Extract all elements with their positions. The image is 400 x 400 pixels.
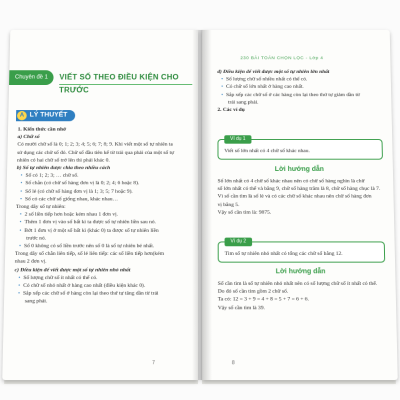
text-line: • Số lượng chữ số nhiều nhất có thể có. bbox=[217, 76, 385, 84]
example-1-tag: Ví dụ 1 bbox=[224, 135, 251, 143]
text-line: 2. Các ví dụ bbox=[217, 107, 245, 113]
text-line: vị bằng 5. bbox=[217, 201, 240, 208]
left-page-number: 7 bbox=[152, 360, 155, 367]
text-line: sử dụng các chữ số đó. Chữ số đầu tiên kể từ trái qua phải của một số tự bbox=[17, 149, 175, 156]
example-1-text: Viết số lớn nhất có 4 chữ số khác nhau. bbox=[224, 148, 310, 155]
chapter-header bbox=[9, 70, 198, 95]
right-page-number: 8 bbox=[231, 360, 235, 367]
text-line: b) Số tự nhiên được chia theo nhiều cách bbox=[16, 165, 111, 172]
example-1-box bbox=[217, 136, 382, 160]
left-page bbox=[2, 30, 198, 380]
text-line: nhau 2 đơn vị. bbox=[14, 259, 47, 266]
text-line: a) Chữ số bbox=[17, 134, 40, 141]
text-line: • 2 số liền tiếp hơn hoặc kém nhau 1 đơn vị. bbox=[16, 211, 192, 219]
text-line: trước nó. bbox=[26, 235, 47, 242]
text-line: Trong dãy số chẵn liên tiếp, số lẻ liên tiếp: các số liền tiếp hơn(kém bbox=[14, 251, 165, 258]
text-line: • Bớt 1 đơn vị ở một số bất kì (khác 0) ta được số tự nhiên liền bbox=[15, 227, 192, 235]
text-line: Số lớn nhất có 4 chữ số khác nhau nên có chữ số hàng nghìn là chữ bbox=[217, 178, 365, 185]
text-line: Có mười chữ số là 0; 1; 2; 3; 4; 5; 6; 7; 8; 9. Khi viết một số tự nhiên ta bbox=[17, 142, 173, 148]
text-line: Vậy số cần tìm là: 9875. bbox=[217, 209, 272, 216]
text-line: • Số lượng chữ số ít nhất có thể có. bbox=[14, 274, 192, 282]
chapter-tag: Chuyên đề 1 bbox=[9, 70, 54, 85]
solution-2-text bbox=[218, 280, 390, 312]
text-line: • Số chẵn (có chữ số hàng đơn vị là 0; 2; 4; 6 hoặc 8). bbox=[16, 180, 192, 188]
text-line: • Có chữ số lớn nhất ở hàng cao nhất. bbox=[217, 84, 385, 92]
example-2-box bbox=[218, 238, 386, 262]
section-title: LÝ THUYẾT bbox=[29, 111, 68, 119]
left-body-text bbox=[14, 126, 192, 306]
text-line: • Có chữ số nhỏ nhất ở hàng cao nhất (điều kiện khác 0). bbox=[14, 282, 192, 290]
text-line: • Sắp xếp các chữ số ở các hàng còn lại theo thứ tự giảm dần từ bbox=[217, 91, 385, 99]
text-line: 1. Kiến thức cần nhớ bbox=[17, 126, 67, 133]
text-line: • Số lẻ (có chữ số hàng đơn vị là 1; 3; 5; 7 hoặc 9). bbox=[16, 188, 192, 196]
text-line: Vậy số cần tìm là 39. bbox=[217, 304, 265, 311]
text-line: Do đó số cần tìm gồm 2 chữ số. bbox=[217, 288, 289, 295]
text-line: Vì số cần tìm là số lẻ và có các chữ số khác nhau nên chữ số hàng đơn bbox=[217, 194, 372, 200]
text-line: nhiên có hai chữ số trở lên thì phải khác 0. bbox=[16, 157, 110, 164]
text-line: Ta có: 12 = 3 + 9 = 4 + 8 = 5 + 7 = 6 + 6. bbox=[217, 296, 310, 303]
text-line: d) Điều kiện để viết được một số tự nhiên lớn nhất bbox=[217, 69, 330, 75]
text-line: số lớn nhất có thể và bằng 9, chữ số hàng trăm là 8, chữ số hàng chục là 7. bbox=[217, 186, 381, 193]
text-line: trái sang phải. bbox=[228, 99, 259, 106]
text-line: • Số có các chữ số giống nhau, khác nhau… bbox=[16, 195, 192, 203]
right-page bbox=[202, 30, 398, 380]
open-book bbox=[2, 30, 398, 390]
text-line: Số cần tìm là số tự nhiên nhỏ nhất nên có số lượng chữ số ít nhất có thể. bbox=[217, 281, 378, 287]
text-line: Trong dãy số tự nhiên: bbox=[15, 204, 66, 210]
solution-2-label: Lời hướng dẫn bbox=[275, 268, 326, 276]
running-head: 230 BÀI TOÁN CHỌN LỌC - Lớp 4 bbox=[240, 55, 324, 61]
text-line: • Thêm 1 đơn vị vào số bất kì ta được số tự nhiên liền sau nó. bbox=[16, 219, 193, 227]
solution-1-label: Lời hướng dẫn bbox=[274, 166, 324, 173]
text-line: • Sắp xếp các chữ số ở hàng còn lại theo thứ tự tăng dần từ trái bbox=[14, 290, 192, 298]
section-number-badge: A bbox=[17, 111, 27, 120]
example-2-text: Tìm số tự nhiên nhỏ nhất có tổng các chữ số bằng 12. bbox=[224, 251, 343, 257]
text-line: sang phải. bbox=[24, 298, 48, 305]
text-line: • Số có 1; 2; 3; … chữ số. bbox=[17, 172, 193, 180]
right-body-top bbox=[217, 68, 385, 114]
solution-1-text bbox=[218, 178, 389, 217]
text-line: c) Điều kiện để viết được một số tự nhiên nhỏ nhất bbox=[14, 267, 131, 273]
chapter-underline bbox=[59, 84, 192, 85]
chapter-title: VIẾT SỐ THEO ĐIỀU KIỆN CHO TRƯỚC bbox=[59, 72, 179, 95]
section-heading bbox=[16, 110, 75, 121]
text-line: • Số 0 không có số liền trước nên số 0 là số tự nhiên bé nhất. bbox=[15, 242, 192, 250]
example-2-tag: Ví dụ 2 bbox=[225, 238, 252, 247]
